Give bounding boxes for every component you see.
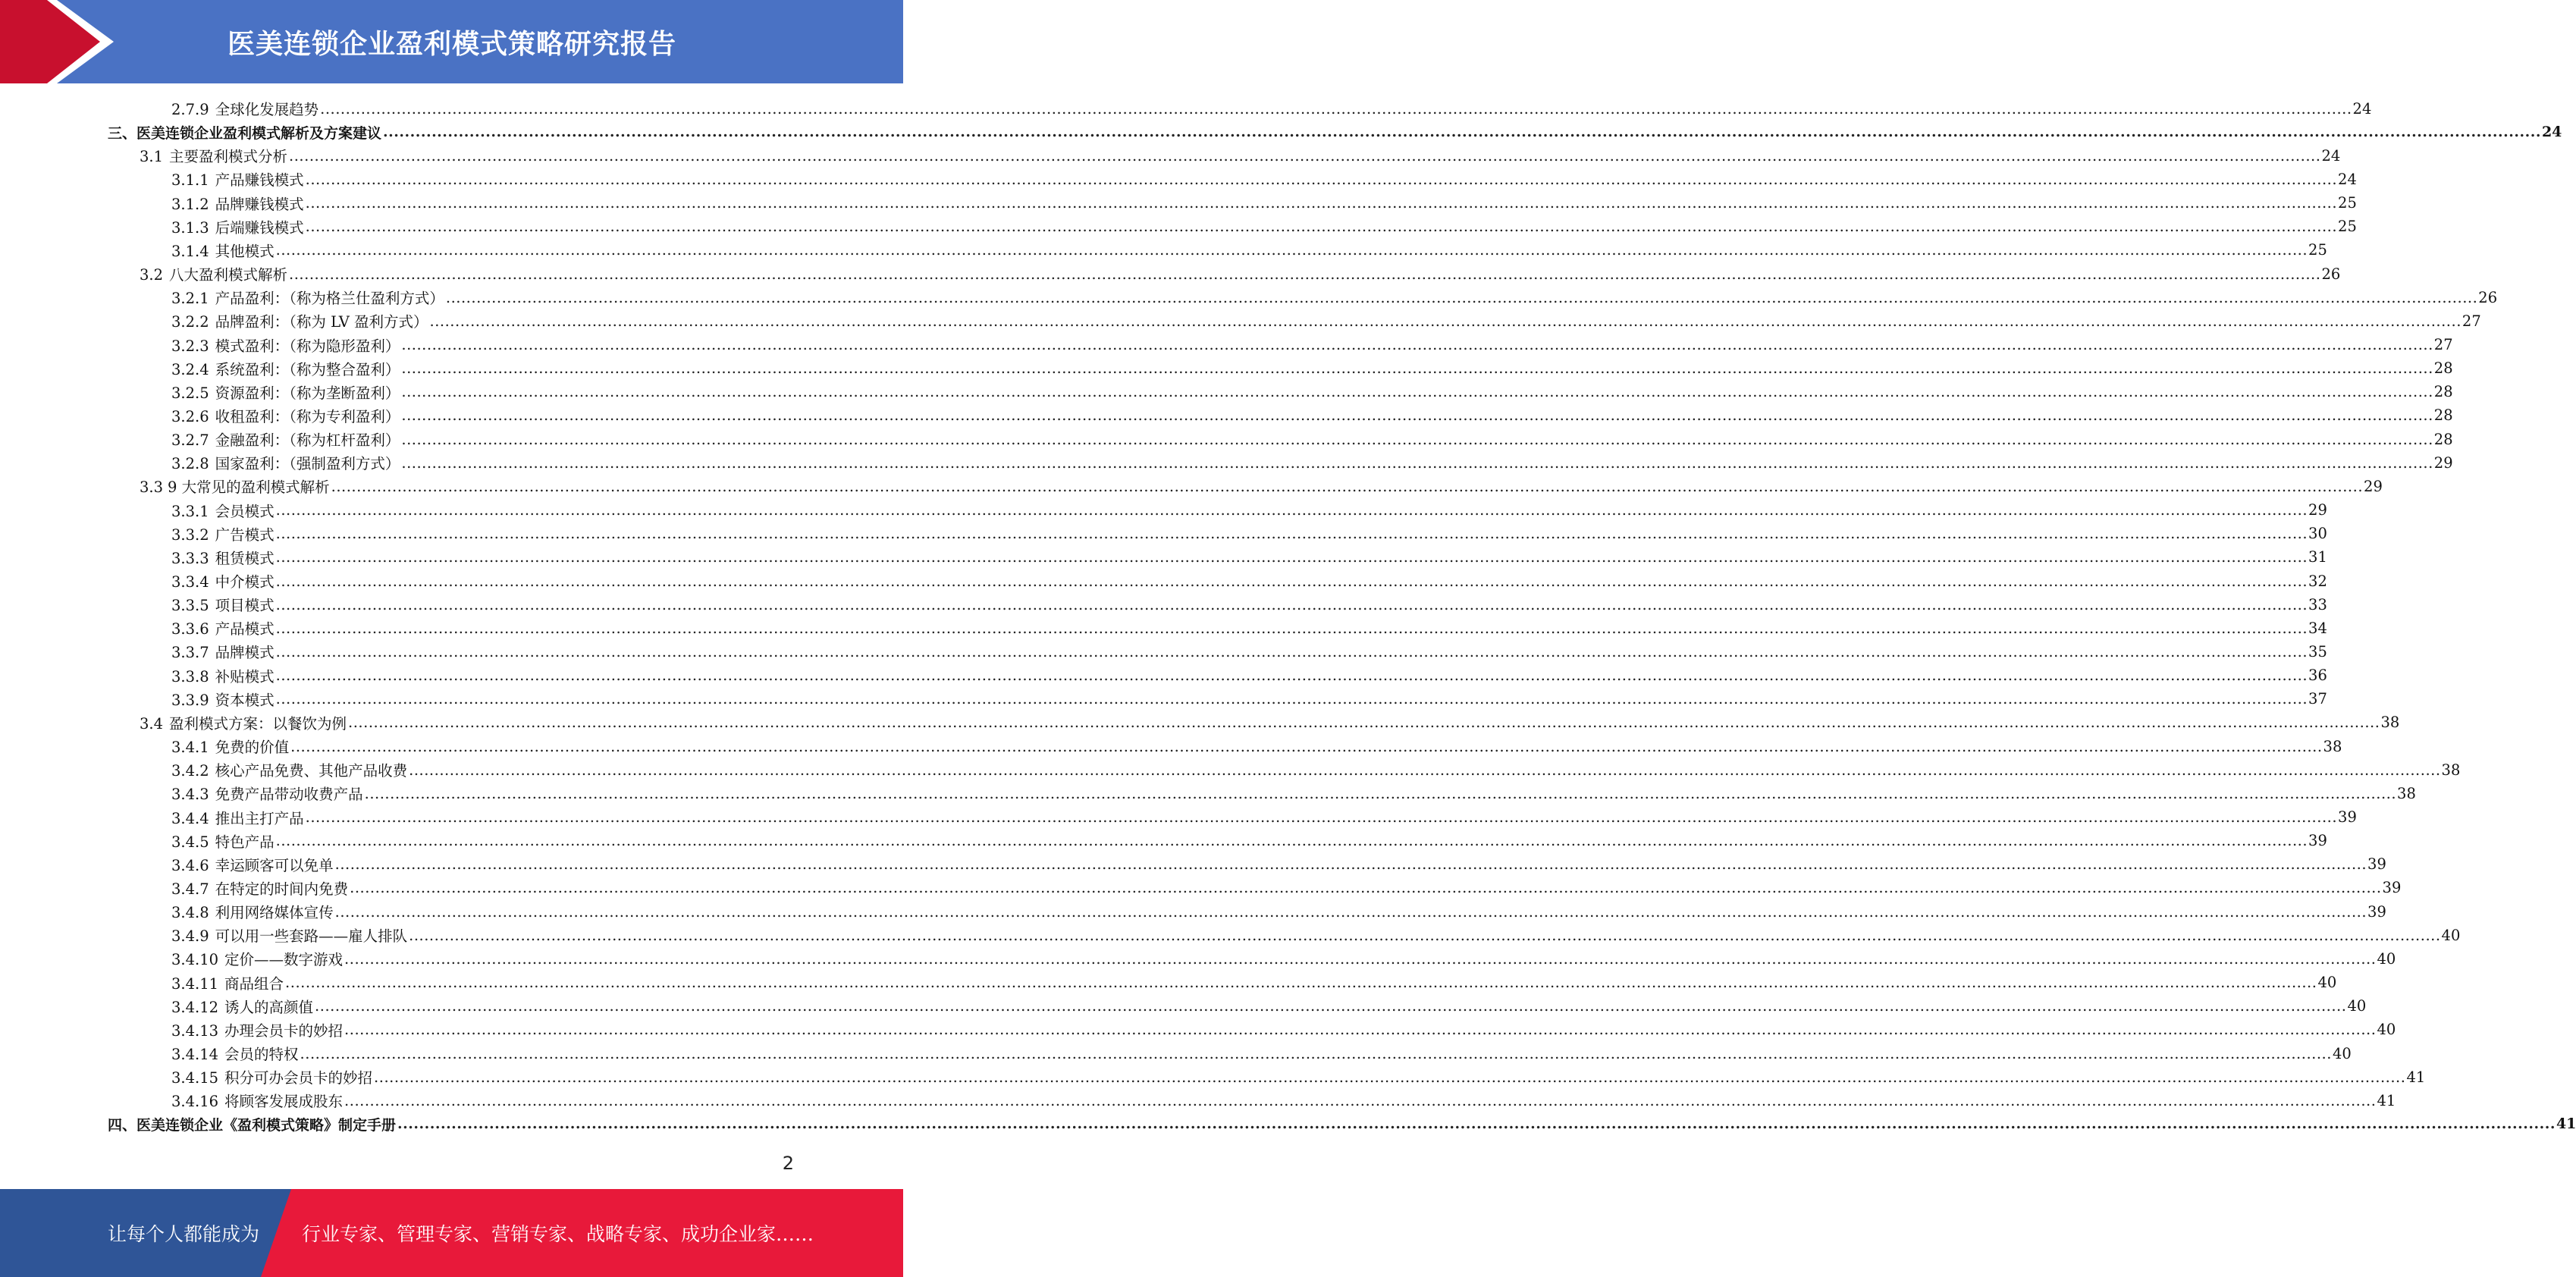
toc-entry-title: 医美连锁企业《盈利模式策略》制定手册 — [136, 1116, 397, 1134]
toc-entry[interactable] — [171, 664, 2327, 687]
toc-entry-title: 办理会员卡的妙招 — [224, 1021, 344, 1040]
toc-entry-label — [171, 854, 334, 875]
toc-entry[interactable] — [171, 404, 2453, 427]
toc-entry-label — [171, 641, 275, 662]
toc-entry-label — [171, 500, 275, 521]
toc-entry[interactable] — [171, 569, 2327, 592]
toc-entry[interactable] — [171, 309, 2481, 332]
toc-leader-dots: ................................................................................................................................................................................................................................................................................................................................................................................................................ — [300, 1044, 2332, 1062]
toc-entry-label — [171, 830, 275, 852]
toc-entry[interactable] — [171, 546, 2327, 569]
toc-entry-label — [171, 807, 304, 828]
toc-entry-page: 33 — [2308, 595, 2327, 613]
toc-leader-dots: ................................................................................................................................................................................................................................................................................................................................................................................................................ — [289, 146, 2321, 165]
toc-entry-title: 中介模式 — [215, 573, 275, 591]
toc-entry[interactable] — [171, 451, 2453, 474]
toc-entry-title: 产品盈利：（称为格兰仕盈利方式） — [215, 290, 444, 308]
chevron-arrow-icon — [0, 0, 121, 83]
toc-entry-label — [171, 972, 284, 993]
toc-entry[interactable] — [171, 782, 2416, 805]
toc-entry[interactable] — [171, 97, 2372, 120]
toc-leader-dots: ................................................................................................................................................................................................................................................................................................................................................................................................................ — [374, 1068, 2406, 1086]
toc-entry[interactable] — [171, 215, 2357, 238]
toc-entry[interactable] — [171, 640, 2327, 663]
toc-entry-title: 盈利模式方案：以餐饮为例 — [169, 714, 347, 733]
toc-entry[interactable] — [171, 1018, 2396, 1041]
footer-slogan-left: 让每个人都能成为 — [108, 1223, 260, 1245]
report-title: 医美连锁企业盈利模式策略研究报告 — [227, 28, 677, 60]
toc-entry[interactable] — [171, 428, 2453, 450]
toc-entry-label — [140, 263, 287, 284]
toc-entry-page: 29 — [2364, 477, 2383, 495]
toc-entry-number: 3.4.3 — [171, 786, 209, 804]
toc-entry-page: 38 — [2323, 737, 2342, 755]
toc-entry-page: 41 — [2556, 1115, 2576, 1133]
toc-entry-number: 三、 — [108, 124, 137, 142]
toc-entry-label — [171, 1090, 343, 1111]
toc-entry-title: 免费的价值 — [215, 739, 290, 757]
toc-entry[interactable] — [140, 711, 2400, 734]
toc-leader-dots: ................................................................................................................................................................................................................................................................................................................................................................................................................ — [275, 501, 2308, 519]
toc-entry-label — [171, 310, 428, 331]
toc-entry[interactable] — [171, 1042, 2352, 1065]
page-header — [0, 0, 903, 83]
toc-entry-number: 3.3.6 — [171, 620, 209, 638]
toc-entry-page: 29 — [2308, 501, 2327, 519]
toc-entry-title: 特色产品 — [215, 833, 275, 851]
toc-entry-page: 32 — [2308, 572, 2327, 590]
toc-entry-page: 28 — [2433, 383, 2453, 401]
toc-entry-page: 41 — [2377, 1091, 2396, 1109]
toc-entry-title: 免费产品带动收费产品 — [215, 786, 363, 804]
toc-entry-number: 3.2.1 — [171, 290, 209, 308]
toc-entry-title: 推出主打产品 — [215, 809, 304, 827]
toc-entry[interactable] — [171, 830, 2327, 852]
toc-entry-page: 40 — [2317, 974, 2337, 992]
toc-entry-page: 39 — [2367, 855, 2386, 874]
toc-entry-page: 38 — [2397, 784, 2416, 802]
toc-entry-label — [171, 665, 275, 686]
toc-entry-label — [140, 712, 347, 733]
toc-entry[interactable] — [140, 144, 2341, 167]
toc-entry-number: 2.7.9 — [171, 101, 209, 118]
toc-entry-number: 3.2.7 — [171, 431, 209, 450]
toc-entry-label — [171, 901, 334, 922]
toc-entry[interactable] — [171, 1065, 2426, 1088]
toc-entry-page: 31 — [2308, 548, 2327, 566]
toc-leader-dots: ................................................................................................................................................................................................................................................................................................................................................................................................................ — [401, 453, 2433, 472]
toc-entry-label — [171, 405, 400, 426]
toc-entry-page: 28 — [2433, 406, 2453, 425]
toc-leader-dots: ................................................................................................................................................................................................................................................................................................................................................................................................................ — [305, 194, 2338, 212]
toc-entry-page: 39 — [2382, 879, 2402, 897]
toc-entry-title: 国家盈利：（强制盈利方式） — [215, 455, 400, 473]
toc-leader-dots: ................................................................................................................................................................................................................................................................................................................................................................................................................ — [275, 595, 2308, 613]
toc-leader-dots: ................................................................................................................................................................................................................................................................................................................................................................................................................ — [397, 1115, 2556, 1133]
toc-entry-page: 40 — [2377, 1021, 2396, 1039]
toc-leader-dots: ................................................................................................................................................................................................................................................................................................................................................................................................................ — [348, 714, 2380, 732]
toc-entry[interactable] — [171, 239, 2327, 262]
toc-leader-dots: ................................................................................................................................................................................................................................................................................................................................................................................................................ — [334, 855, 2367, 874]
toc-leader-dots: ................................................................................................................................................................................................................................................................................................................................................................................................................ — [275, 525, 2308, 543]
toc-entry-number: 3.4.14 — [171, 1046, 219, 1063]
toc-leader-dots: ................................................................................................................................................................................................................................................................................................................................................................................................................ — [334, 902, 2367, 921]
toc-leader-dots: ................................................................................................................................................................................................................................................................................................................................................................................................................ — [305, 218, 2338, 236]
toc-entry-page: 40 — [2441, 926, 2461, 944]
toc-leader-dots: ................................................................................................................................................................................................................................................................................................................................................................................................................ — [401, 383, 2433, 401]
toc-entry-title: 产品赚钱模式 — [215, 171, 304, 190]
toc-entry-label — [108, 122, 381, 143]
toc-entry-number: 3.4 — [140, 714, 164, 733]
toc-entry-title: 医美连锁企业盈利模式解析及方案建议 — [136, 124, 382, 142]
toc-entry-title: 资本模式 — [215, 691, 275, 709]
toc-entry-title: 积分可办会员卡的妙招 — [224, 1069, 373, 1087]
toc-entry-page: 28 — [2433, 359, 2453, 378]
toc-entry-label — [171, 1043, 299, 1064]
toc-entry-page: 40 — [2332, 1044, 2352, 1062]
toc-leader-dots: ................................................................................................................................................................................................................................................................................................................................................................................................................ — [331, 477, 2364, 495]
toc-entry-number: 3.4.9 — [171, 927, 209, 946]
toc-leader-dots: ................................................................................................................................................................................................................................................................................................................................................................................................................ — [401, 430, 2433, 448]
toc-entry[interactable] — [171, 499, 2327, 522]
toc-entry-label — [171, 996, 313, 1017]
toc-entry-number: 3.3.8 — [171, 667, 209, 686]
toc-entry-title: 幸运顾客可以免单 — [215, 856, 334, 874]
toc-entry-number: 3.2.3 — [171, 337, 209, 355]
toc-leader-dots: ................................................................................................................................................................................................................................................................................................................................................................................................................ — [305, 170, 2338, 188]
toc-entry[interactable] — [171, 806, 2357, 829]
toc-entry-page: 41 — [2406, 1068, 2426, 1086]
toc-entry[interactable] — [171, 924, 2461, 946]
toc-leader-dots: ................................................................................................................................................................................................................................................................................................................................................................................................................ — [320, 99, 2352, 118]
toc-entry-title: 诱人的高颜值 — [224, 998, 314, 1016]
toc-entry-number: 3.2.4 — [171, 360, 209, 378]
toc-leader-dots: ................................................................................................................................................................................................................................................................................................................................................................................................................ — [429, 312, 2461, 330]
toc-entry-number: 3.1 — [140, 148, 164, 166]
toc-leader-dots: ................................................................................................................................................................................................................................................................................................................................................................................................................ — [275, 572, 2308, 590]
toc-entry-number: 3.3.4 — [171, 573, 209, 591]
toc-entry-label — [171, 617, 275, 638]
page-footer — [0, 1189, 903, 1277]
toc-entry[interactable] — [140, 475, 2383, 497]
toc-entry-label — [171, 877, 348, 899]
toc-leader-dots: ................................................................................................................................................................................................................................................................................................................................................................................................................ — [350, 879, 2382, 897]
toc-leader-dots: ................................................................................................................................................................................................................................................................................................................................................................................................................ — [305, 808, 2338, 826]
toc-entry-label — [171, 240, 275, 261]
toc-entry-label — [108, 1114, 396, 1134]
toc-entry[interactable] — [171, 334, 2453, 356]
toc-entry-title: 金融盈利：（称为杠杆盈利） — [215, 431, 400, 450]
toc-entry-number: 3.4.1 — [171, 739, 209, 757]
toc-leader-dots: ................................................................................................................................................................................................................................................................................................................................................................................................................ — [275, 690, 2308, 708]
toc-entry-label — [171, 689, 275, 710]
toc-entry-label — [171, 570, 275, 591]
toc-entry[interactable] — [171, 286, 2498, 309]
toc-entry-title: 定价——数字游戏 — [224, 951, 344, 969]
toc-entry[interactable] — [171, 617, 2327, 639]
toc-entry[interactable] — [171, 381, 2453, 403]
toc-entry-number: 3.4.11 — [171, 974, 219, 993]
page-number: 2 — [782, 1153, 794, 1174]
toc-entry-label — [171, 1019, 343, 1040]
toc-leader-dots: ................................................................................................................................................................................................................................................................................................................................................................................................................ — [445, 288, 2478, 306]
toc-entry-number: 3.4.8 — [171, 904, 209, 922]
toc-entry-page: 24 — [2541, 124, 2562, 141]
toc-entry[interactable] — [171, 357, 2453, 380]
toc-entry-title: 9 大常见的盈利模式解析 — [168, 478, 330, 497]
toc-entry-page: 39 — [2367, 902, 2386, 921]
toc-entry-label — [171, 759, 407, 780]
toc-entry-page: 35 — [2308, 642, 2327, 660]
toc-entry[interactable] — [171, 971, 2337, 994]
toc-entry[interactable] — [171, 1089, 2396, 1112]
toc-entry-page: 27 — [2461, 312, 2481, 330]
toc-entry[interactable] — [171, 853, 2386, 876]
toc-entry-title: 品牌盈利：（称为 LV 盈利方式） — [215, 313, 428, 331]
toc-entry-page: 26 — [2478, 288, 2498, 306]
toc-entry-page: 25 — [2308, 241, 2327, 259]
toc-entry-number: 3.3.9 — [171, 691, 209, 709]
toc-entry-page: 40 — [2377, 949, 2396, 968]
toc-entry-label — [171, 334, 400, 356]
toc-entry-number: 3.4.4 — [171, 809, 209, 827]
toc-entry-title: 收租盈利：（称为专利盈利） — [215, 407, 400, 425]
toc-leader-dots: ................................................................................................................................................................................................................................................................................................................................................................................................................ — [401, 406, 2433, 425]
toc-entry-label — [171, 948, 343, 969]
toc-entry-number: 3.4.10 — [171, 951, 219, 969]
toc-leader-dots: ................................................................................................................................................................................................................................................................................................................................................................................................................ — [364, 784, 2397, 802]
toc-entry-title: 将顾客发展成股东 — [224, 1093, 344, 1111]
toc-entry-page: 29 — [2433, 453, 2453, 472]
toc-entry-title: 在特定的时间内免费 — [215, 880, 349, 898]
toc-entry-number: 3.3.1 — [171, 502, 209, 520]
toc-leader-dots: ................................................................................................................................................................................................................................................................................................................................................................................................................ — [344, 949, 2377, 968]
toc-entry-label — [171, 452, 400, 473]
toc-leader-dots: ................................................................................................................................................................................................................................................................................................................................................................................................................ — [275, 619, 2308, 637]
toc-entry-title: 补贴模式 — [215, 667, 275, 686]
toc-entry-page: 34 — [2308, 619, 2327, 637]
toc-entry-label — [171, 381, 400, 403]
toc-entry-number: 3.2 — [140, 266, 164, 284]
toc-entry-title: 项目模式 — [215, 597, 275, 615]
toc-leader-dots: ................................................................................................................................................................................................................................................................................................................................................................................................................ — [275, 832, 2308, 850]
toc-entry-label — [171, 594, 275, 615]
toc-leader-dots: ................................................................................................................................................................................................................................................................................................................................................................................................................ — [401, 359, 2433, 378]
toc-entry-title: 模式盈利：（称为隐形盈利） — [215, 337, 400, 355]
toc-entry-number: 3.3 — [140, 478, 164, 497]
toc-leader-dots: ................................................................................................................................................................................................................................................................................................................................................................................................................ — [344, 1091, 2377, 1109]
toc-leader-dots: ................................................................................................................................................................................................................................................................................................................................................................................................................ — [275, 667, 2308, 685]
toc-entry-number: 3.3.5 — [171, 597, 209, 615]
toc-entry-title: 产品模式 — [215, 620, 275, 638]
toc-leader-dots: ................................................................................................................................................................................................................................................................................................................................................................................................................ — [275, 241, 2308, 259]
toc-entry-page: 27 — [2433, 336, 2453, 353]
toc-entry-number: 3.4.2 — [171, 762, 209, 780]
toc-entry-title: 核心产品免费、其他产品收费 — [215, 762, 408, 780]
toc-entry[interactable] — [171, 735, 2342, 758]
toc-leader-dots: ................................................................................................................................................................................................................................................................................................................................................................................................................ — [344, 1021, 2377, 1039]
toc-entry[interactable] — [108, 1112, 2576, 1135]
toc-entry-label — [171, 168, 304, 190]
toc-entry-page: 30 — [2308, 525, 2327, 543]
toc-entry-label — [171, 358, 400, 379]
toc-entry-page: 39 — [2338, 808, 2357, 826]
toc-entry[interactable] — [171, 168, 2357, 190]
toc-entry-number: 3.4.12 — [171, 998, 219, 1016]
toc-entry-number: 3.1.3 — [171, 218, 209, 237]
toc-entry[interactable] — [140, 262, 2341, 285]
toc-entry-number: 3.4.5 — [171, 833, 209, 851]
toc-entry-number: 3.3.7 — [171, 644, 209, 662]
toc-leader-dots: ................................................................................................................................................................................................................................................................................................................................................................................................................ — [275, 548, 2308, 566]
toc-entry-title: 会员的特权 — [224, 1046, 299, 1063]
toc-entry-title: 后端赚钱模式 — [215, 218, 304, 237]
toc-entry-number: 3.2.5 — [171, 384, 209, 402]
toc-leader-dots: ................................................................................................................................................................................................................................................................................................................................................................................................................ — [285, 974, 2317, 992]
toc-entry-title: 利用网络媒体宣传 — [215, 904, 334, 922]
toc-entry-label — [171, 193, 304, 214]
toc-entry-number: 3.4.15 — [171, 1069, 219, 1087]
toc-entry-page: 38 — [2380, 714, 2400, 732]
toc-leader-dots: ................................................................................................................................................................................................................................................................................................................................................................................................................ — [275, 642, 2308, 660]
toc-entry-number: 3.1.1 — [171, 171, 209, 190]
toc-entry[interactable] — [171, 758, 2461, 781]
toc-entry-label — [171, 736, 289, 757]
toc-entry[interactable] — [171, 593, 2327, 616]
toc-entry-number: 3.4.7 — [171, 880, 209, 898]
toc-entry-title: 租赁模式 — [215, 549, 275, 567]
toc-entry-label — [171, 547, 275, 568]
toc-entry-title: 广告模式 — [215, 526, 275, 544]
toc-entry[interactable] — [171, 877, 2402, 899]
toc-leader-dots: ................................................................................................................................................................................................................................................................................................................................................................................................................ — [290, 737, 2323, 755]
toc-entry-title: 会员模式 — [215, 502, 275, 520]
toc-entry-label — [171, 924, 407, 946]
toc-entry-page: 24 — [2352, 99, 2372, 118]
toc-entry-number: 3.3.3 — [171, 549, 209, 567]
toc-leader-dots: ................................................................................................................................................................................................................................................................................................................................................................................................................ — [383, 124, 2541, 141]
toc-entry-number: 3.4.6 — [171, 856, 209, 874]
toc-entry-page: 28 — [2433, 430, 2453, 448]
toc-entry-title: 可以用一些套路——雇人排队 — [215, 927, 408, 946]
toc-entry-number: 3.2.2 — [171, 313, 209, 331]
toc-entry[interactable] — [171, 688, 2327, 711]
toc-entry[interactable] — [171, 947, 2396, 970]
toc-entry-label — [171, 1066, 372, 1087]
toc-entry-page: 39 — [2308, 832, 2327, 850]
toc-entry-page: 37 — [2308, 690, 2327, 708]
toc-leader-dots: ................................................................................................................................................................................................................................................................................................................................................................................................................ — [409, 761, 2441, 779]
toc-entry-title: 商品组合 — [224, 974, 284, 993]
toc-entry-page: 40 — [2347, 997, 2367, 1015]
toc-entry[interactable] — [171, 192, 2357, 215]
toc-entry-title: 品牌模式 — [215, 644, 275, 662]
toc-entry-label — [140, 475, 330, 497]
toc-entry-page: 25 — [2338, 218, 2357, 236]
toc-entry-title: 主要盈利模式分析 — [169, 148, 288, 166]
footer-slogan-right: 行业专家、管理专家、营销专家、战略专家、成功企业家…… — [302, 1223, 814, 1245]
toc-leader-dots: ................................................................................................................................................................................................................................................................................................................................................................................................................ — [315, 997, 2347, 1015]
toc-entry-label — [171, 523, 275, 544]
toc-entry-page: 38 — [2441, 761, 2461, 779]
toc-entry-number: 3.2.8 — [171, 455, 209, 473]
toc-entry-page: 25 — [2338, 194, 2357, 212]
toc-entry-title: 八大盈利模式解析 — [169, 266, 288, 284]
toc-entry-title: 资源盈利：（称为垄断盈利） — [215, 384, 400, 402]
toc-entry-label — [171, 216, 304, 237]
toc-entry-title: 系统盈利：（称为整合盈利） — [215, 360, 400, 378]
toc-entry-number: 3.4.16 — [171, 1093, 219, 1111]
toc-entry-label — [171, 428, 400, 450]
toc-entry-number: 3.2.6 — [171, 407, 209, 425]
toc-entry[interactable] — [108, 121, 2562, 143]
toc-entry-page: 24 — [2321, 146, 2341, 165]
toc-leader-dots: ................................................................................................................................................................................................................................................................................................................................................................................................................ — [401, 336, 2433, 353]
toc-entry-title: 全球化发展趋势 — [215, 101, 319, 118]
toc-entry-number: 四、 — [108, 1116, 137, 1134]
toc-entry-page: 26 — [2321, 265, 2341, 283]
toc-entry-label — [140, 145, 287, 166]
toc-entry-page: 36 — [2308, 667, 2327, 685]
toc-entry[interactable] — [171, 522, 2327, 545]
toc-leader-dots: ................................................................................................................................................................................................................................................................................................................................................................................................................ — [289, 265, 2321, 283]
toc-entry[interactable] — [171, 995, 2367, 1018]
toc-entry-title: 其他模式 — [215, 242, 275, 260]
toc-entry-number: 3.3.2 — [171, 526, 209, 544]
toc-entry-number: 3.1.4 — [171, 242, 209, 260]
toc-entry-label — [171, 783, 363, 804]
toc-entry-page: 24 — [2338, 170, 2357, 188]
toc-entry-number: 3.1.2 — [171, 195, 209, 213]
toc-leader-dots: ................................................................................................................................................................................................................................................................................................................................................................................................................ — [409, 926, 2441, 944]
toc-entry-label — [171, 98, 318, 119]
toc-entry-label — [171, 287, 444, 308]
toc-entry-number: 3.4.13 — [171, 1021, 219, 1040]
toc-entry[interactable] — [171, 900, 2386, 923]
toc-entry-title: 品牌赚钱模式 — [215, 195, 304, 213]
